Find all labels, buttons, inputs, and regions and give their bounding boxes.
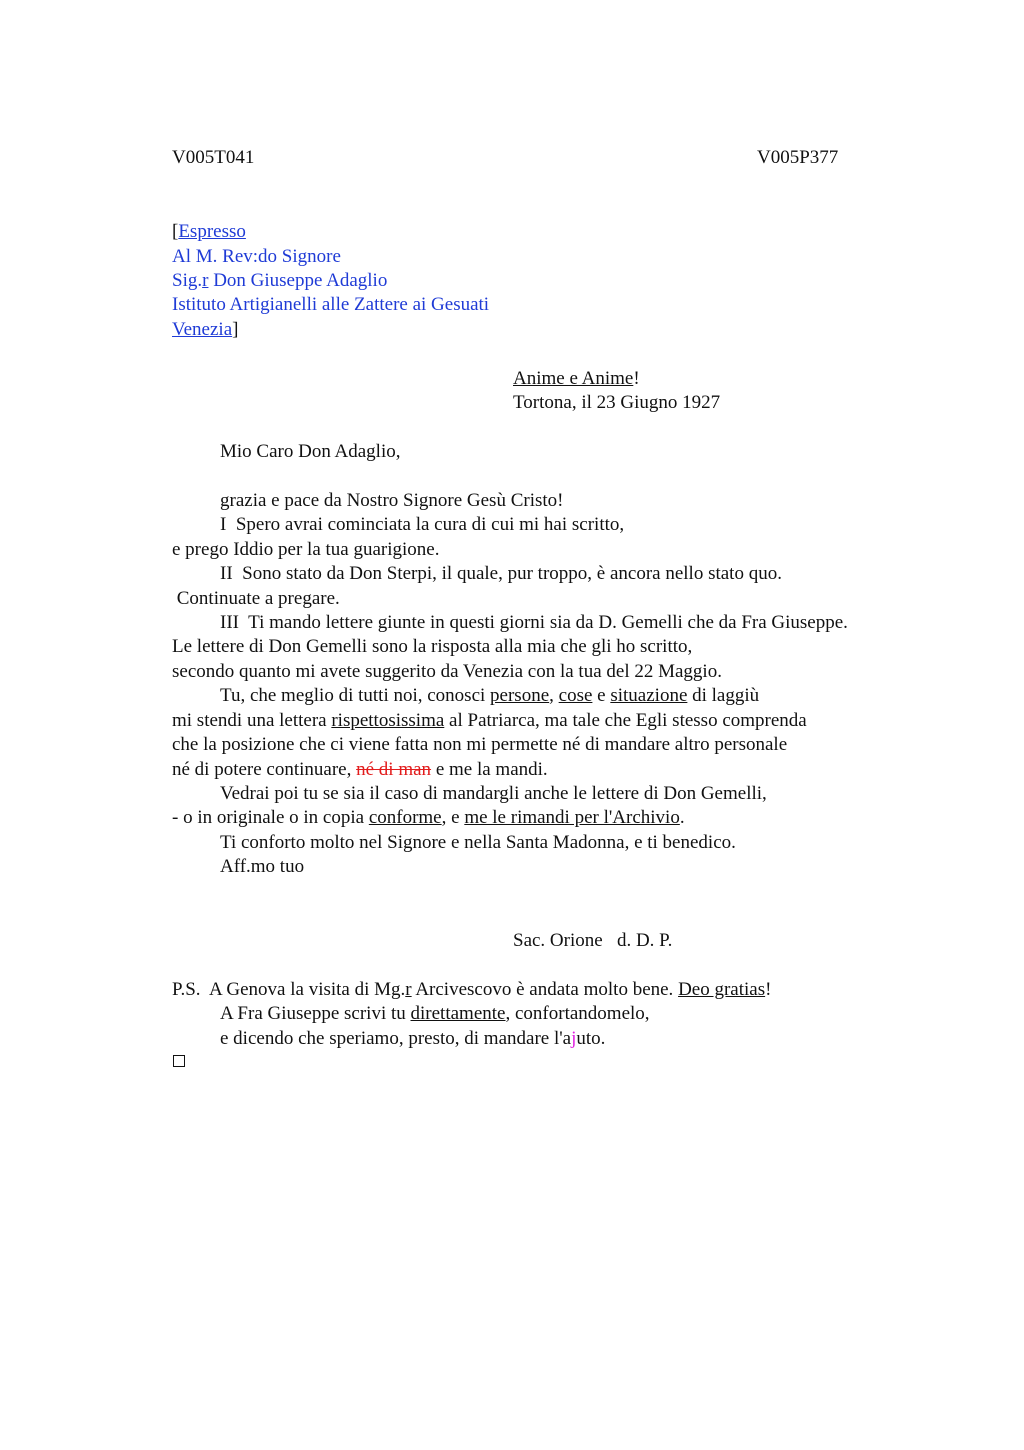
body-line: e prego Iddio per la tua guarigione.: [172, 539, 440, 560]
place-date: Tortona, il 23 Giugno 1927: [513, 392, 721, 413]
motto: Anime e Anime!: [513, 368, 640, 389]
inserted-letter: j: [571, 1028, 577, 1049]
postscript-line: P.S. A Genova la visita di Mg.r Arcivescovo è andata molto bene. Deo gratias!: [172, 979, 772, 1000]
body-line: mi stendi una lettera rispettosissima al Patriarca, ma tale che Egli stesso comprenda: [172, 710, 807, 731]
body-line: che la posizione che ci viene fatta non mi permette né di mandare altro personale: [172, 734, 788, 755]
salutation: Mio Caro Don Adaglio,: [220, 441, 401, 462]
deleted-text: né di man: [356, 759, 432, 780]
signature: Sac. Orione d. D. P.: [513, 930, 673, 951]
end-square-icon: [173, 1055, 185, 1067]
address-line-3: Sig.r Don Giuseppe Adaglio: [172, 270, 388, 291]
body-line: Le lettere di Don Gemelli sono la risposta alla mia che gli ho scritto,: [172, 636, 693, 657]
body-line: Tu, che meglio di tutti noi, conosci persone, cose e situazione di laggiù: [220, 685, 760, 706]
closing: Aff.mo tuo: [220, 856, 305, 877]
body-line: Vedrai poi tu se sia il caso di mandargli anche le lettere di Don Gemelli,: [220, 783, 767, 804]
body-line: né di potere continuare, né di man e me la mandi.: [172, 759, 548, 780]
address-line-5: Venezia]: [172, 319, 239, 340]
body-line: II Sono stato da Don Sterpi, il quale, pur troppo, è ancora nello stato quo.: [220, 563, 782, 584]
doc-code-right: V005P377: [757, 147, 839, 168]
body-line: I Spero avrai cominciata la cura di cui mi hai scritto,: [220, 514, 625, 535]
doc-code-left: V005T041: [172, 147, 255, 168]
body-line: grazia e pace da Nostro Signore Gesù Cristo!: [220, 490, 564, 511]
address-line-2: Al M. Rev:do Signore: [172, 246, 341, 267]
body-line: Continuate a pregare.: [172, 588, 340, 609]
postscript-line: e dicendo che speriamo, presto, di mandare l'ajuto.: [220, 1028, 606, 1049]
body-line: - o in originale o in copia conforme, e me le rimandi per l'Archivio.: [172, 807, 685, 828]
address-line-1: [Espresso: [172, 221, 246, 242]
body-line: III Ti mando lettere giunte in questi giorni sia da D. Gemelli che da Fra Giuseppe.: [220, 612, 848, 633]
body-line: Ti conforto molto nel Signore e nella Santa Madonna, e ti benedico.: [220, 832, 736, 853]
address-line-4: Istituto Artigianelli alle Zattere ai Gesuati: [172, 294, 490, 315]
postscript-line: A Fra Giuseppe scrivi tu direttamente, confortandomelo,: [220, 1003, 650, 1024]
body-line: secondo quanto mi avete suggerito da Venezia con la tua del 22 Maggio.: [172, 661, 722, 682]
